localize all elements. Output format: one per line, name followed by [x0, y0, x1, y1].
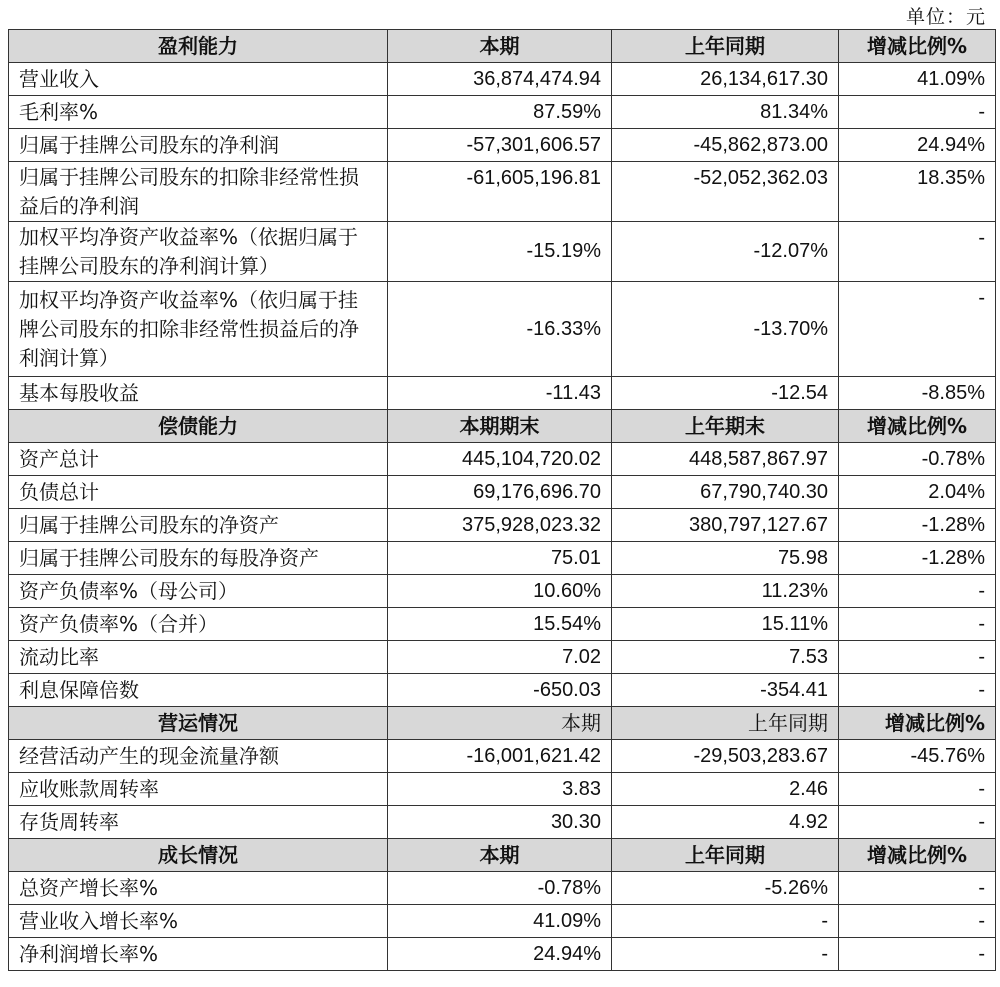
- column-header-change: 增减比例%: [839, 839, 996, 872]
- table-row: [9, 740, 996, 773]
- row-label: 流动比率: [9, 641, 388, 674]
- row-label: 加权平均净资产收益率%（依归属于挂牌公司股东的扣除非经常性损益后的净利润计算）: [9, 282, 388, 377]
- section-title: 成长情况: [9, 839, 388, 872]
- current-value: 75.01: [388, 542, 612, 575]
- change-value: 41.09%: [839, 63, 996, 96]
- current-value: -16.33%: [388, 282, 612, 377]
- change-value: -1.28%: [839, 542, 996, 575]
- change-value: -: [839, 674, 996, 707]
- table-row: [9, 641, 996, 674]
- previous-value: 26,134,617.30: [612, 63, 839, 96]
- table-row: [9, 443, 996, 476]
- change-value: 18.35%: [839, 162, 996, 222]
- section-header-operations: [9, 707, 996, 740]
- section-title: 营运情况: [9, 707, 388, 740]
- current-value: 69,176,696.70: [388, 476, 612, 509]
- row-label: 营业收入增长率%: [9, 905, 388, 938]
- change-value: -8.85%: [839, 377, 996, 410]
- row-label: 存货周转率: [9, 806, 388, 839]
- current-value: 7.02: [388, 641, 612, 674]
- table-row: [9, 608, 996, 641]
- column-header-previous: 上年同期: [612, 707, 839, 740]
- previous-value: 7.53: [612, 641, 839, 674]
- row-label: 基本每股收益: [9, 377, 388, 410]
- previous-value: 81.34%: [612, 96, 839, 129]
- row-label: 资产总计: [9, 443, 388, 476]
- row-label: 利息保障倍数: [9, 674, 388, 707]
- row-label: 加权平均净资产收益率%（依据归属于挂牌公司股东的净利润计算）: [9, 222, 388, 282]
- current-value: -650.03: [388, 674, 612, 707]
- change-value: -: [839, 282, 996, 377]
- previous-value: -29,503,283.67: [612, 740, 839, 773]
- row-label: 资产负债率%（母公司）: [9, 575, 388, 608]
- previous-value: 2.46: [612, 773, 839, 806]
- current-value: 3.83: [388, 773, 612, 806]
- column-header-current: 本期: [388, 707, 612, 740]
- column-header-change: 增减比例%: [839, 30, 996, 63]
- change-value: -: [839, 773, 996, 806]
- column-header-current: 本期期末: [388, 410, 612, 443]
- row-label: 总资产增长率%: [9, 872, 388, 905]
- current-value: -15.19%: [388, 222, 612, 282]
- current-value: 87.59%: [388, 96, 612, 129]
- table-row: [9, 282, 996, 377]
- change-value: -: [839, 938, 996, 971]
- change-value: -: [839, 222, 996, 282]
- change-value: -45.76%: [839, 740, 996, 773]
- current-value: 41.09%: [388, 905, 612, 938]
- row-label: 归属于挂牌公司股东的每股净资产: [9, 542, 388, 575]
- current-value: -16,001,621.42: [388, 740, 612, 773]
- current-value: 36,874,474.94: [388, 63, 612, 96]
- previous-value: -45,862,873.00: [612, 129, 839, 162]
- section-title: 偿债能力: [9, 410, 388, 443]
- table-row: [9, 162, 996, 222]
- table-row: [9, 905, 996, 938]
- table-row: [9, 806, 996, 839]
- previous-value: 75.98: [612, 542, 839, 575]
- change-value: -: [839, 96, 996, 129]
- previous-value: 15.11%: [612, 608, 839, 641]
- column-header-previous: 上年同期: [612, 839, 839, 872]
- change-value: -1.28%: [839, 509, 996, 542]
- previous-value: 4.92: [612, 806, 839, 839]
- column-header-current: 本期: [388, 30, 612, 63]
- table-row: [9, 674, 996, 707]
- change-value: -: [839, 872, 996, 905]
- current-value: 10.60%: [388, 575, 612, 608]
- previous-value: 448,587,867.97: [612, 443, 839, 476]
- change-value: -: [839, 608, 996, 641]
- previous-value: -5.26%: [612, 872, 839, 905]
- change-value: -: [839, 905, 996, 938]
- section-title: 盈利能力: [9, 30, 388, 63]
- previous-value: 67,790,740.30: [612, 476, 839, 509]
- section-header-growth: [9, 839, 996, 872]
- change-value: 2.04%: [839, 476, 996, 509]
- previous-value: -12.07%: [612, 222, 839, 282]
- table-row: [9, 773, 996, 806]
- change-value: -: [839, 806, 996, 839]
- change-value: 24.94%: [839, 129, 996, 162]
- table-row: [9, 63, 996, 96]
- previous-value: 380,797,127.67: [612, 509, 839, 542]
- table-row: [9, 938, 996, 971]
- row-label: 应收账款周转率: [9, 773, 388, 806]
- column-header-change: 增减比例%: [839, 410, 996, 443]
- table-row: [9, 96, 996, 129]
- table-row: [9, 542, 996, 575]
- previous-value: -13.70%: [612, 282, 839, 377]
- previous-value: -: [612, 905, 839, 938]
- change-value: -: [839, 575, 996, 608]
- current-value: 30.30: [388, 806, 612, 839]
- current-value: -11.43: [388, 377, 612, 410]
- column-header-change: 增减比例%: [839, 707, 996, 740]
- row-label: 毛利率%: [9, 96, 388, 129]
- row-label: 归属于挂牌公司股东的净利润: [9, 129, 388, 162]
- section-header-profitability: [9, 30, 996, 63]
- table-row: [9, 377, 996, 410]
- column-header-previous: 上年同期: [612, 30, 839, 63]
- row-label: 归属于挂牌公司股东的扣除非经常性损益后的净利润: [9, 162, 388, 222]
- previous-value: -12.54: [612, 377, 839, 410]
- column-header-current: 本期: [388, 839, 612, 872]
- previous-value: -354.41: [612, 674, 839, 707]
- current-value: 445,104,720.02: [388, 443, 612, 476]
- previous-value: 11.23%: [612, 575, 839, 608]
- table-row: [9, 476, 996, 509]
- previous-value: -: [612, 938, 839, 971]
- current-value: 15.54%: [388, 608, 612, 641]
- row-label: 经营活动产生的现金流量净额: [9, 740, 388, 773]
- current-value: -0.78%: [388, 872, 612, 905]
- row-label: 营业收入: [9, 63, 388, 96]
- section-header-solvency: [9, 410, 996, 443]
- table-row: [9, 509, 996, 542]
- table-row: [9, 129, 996, 162]
- financial-indicators-table: [8, 29, 996, 971]
- row-label: 净利润增长率%: [9, 938, 388, 971]
- change-value: -0.78%: [839, 443, 996, 476]
- table-row: [9, 872, 996, 905]
- column-header-previous: 上年期末: [612, 410, 839, 443]
- unit-label: 单位：元: [905, 6, 986, 28]
- previous-value: -52,052,362.03: [612, 162, 839, 222]
- row-label: 资产负债率%（合并）: [9, 608, 388, 641]
- current-value: -61,605,196.81: [388, 162, 612, 222]
- current-value: 24.94%: [388, 938, 612, 971]
- current-value: 375,928,023.32: [388, 509, 612, 542]
- table-row: [9, 222, 996, 282]
- change-value: -: [839, 641, 996, 674]
- table-row: [9, 575, 996, 608]
- row-label: 负债总计: [9, 476, 388, 509]
- row-label: 归属于挂牌公司股东的净资产: [9, 509, 388, 542]
- current-value: -57,301,606.57: [388, 129, 612, 162]
